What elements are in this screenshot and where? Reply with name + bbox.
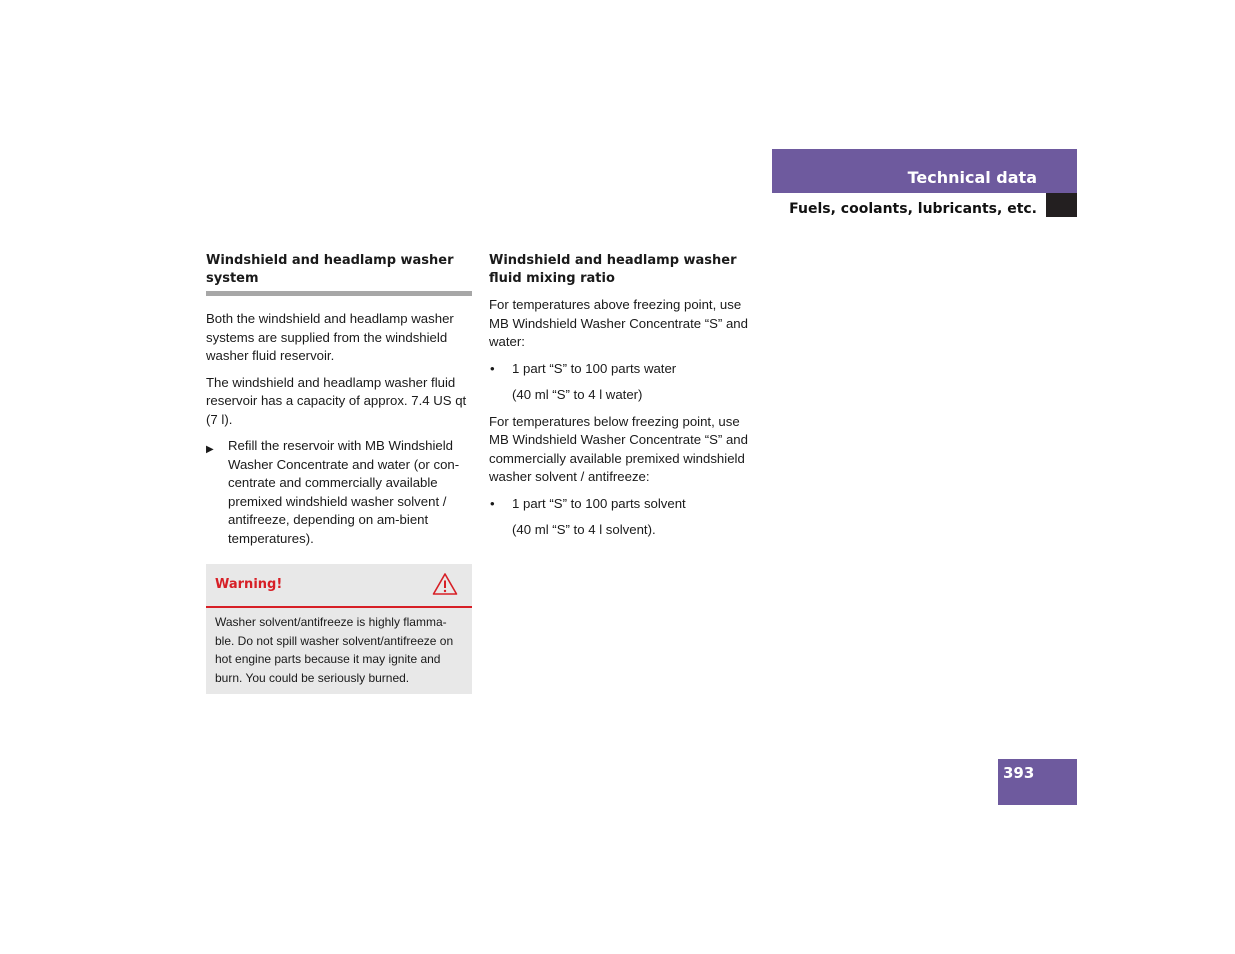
instruction-item (206, 437, 472, 548)
page-number: 393 (1003, 764, 1035, 782)
page-number-box (998, 759, 1077, 805)
paragraph-above-freezing: For temperatures above freezing point, use MB Windshield Washer Concentrate “S” and water: (489, 297, 748, 349)
warning-text: Washer solvent/antifreeze is highly flamma-ble. Do not spill washer solvent/antifreeze on hot engine parts because it may ignite and burn. You could be seriously burned. (215, 615, 454, 686)
list-item (489, 360, 755, 379)
warning-label: Warning! (215, 577, 283, 592)
subsection-title: Fuels, coolants, lubricants, etc. (789, 201, 1037, 217)
mixing-ratio-heading: Windshield and headlamp washer fluid mixing ratio (489, 253, 737, 286)
warning-header (206, 564, 472, 608)
bullet-icon: • (490, 360, 495, 376)
section-header (772, 149, 1077, 193)
washer-system-heading: Windshield and headlamp washer system (206, 253, 454, 286)
paragraph-supply: Both the windshield and headlamp washer systems are supplied from the windshield washer fluid reservoir. (206, 311, 454, 363)
paragraph-capacity: The windshield and headlamp washer fluid reservoir has a capacity of approx. 7.4 US qt (7 l). (206, 374, 467, 427)
bullet-solvent-text: 1 part “S” to 100 parts solvent (512, 495, 686, 511)
heading-rule (206, 291, 472, 296)
bullet-icon: • (490, 495, 495, 511)
right-column (489, 252, 755, 548)
section-title: Technical data (907, 168, 1037, 187)
left-column (206, 252, 472, 694)
warning-triangle-icon (432, 572, 458, 596)
bullet-water-detail: (40 ml “S” to 4 l water) (512, 387, 643, 402)
list-item (489, 495, 755, 514)
bullet-water-text: 1 part “S” to 100 parts water (512, 360, 677, 376)
paragraph-below-freezing: For temperatures below freezing point, use MB Windshield Washer Concentrate “S” and commercially available premixed windshield washer solvent / antifreeze: (489, 413, 748, 484)
bullet-solvent-detail: (40 ml “S” to 4 l solvent). (512, 522, 656, 537)
subsection-header (772, 193, 1077, 217)
instruction-text: Refill the reservoir with MB Windshield Washer Concentrate and water (or con-centrate and commercially available premixed windshield washer solvent / antifreeze, depending on am-bient temperatures). (228, 438, 460, 546)
arrow-icon: ▶ (206, 444, 214, 455)
subsection-marker (1046, 193, 1077, 217)
warning-box (206, 564, 472, 694)
